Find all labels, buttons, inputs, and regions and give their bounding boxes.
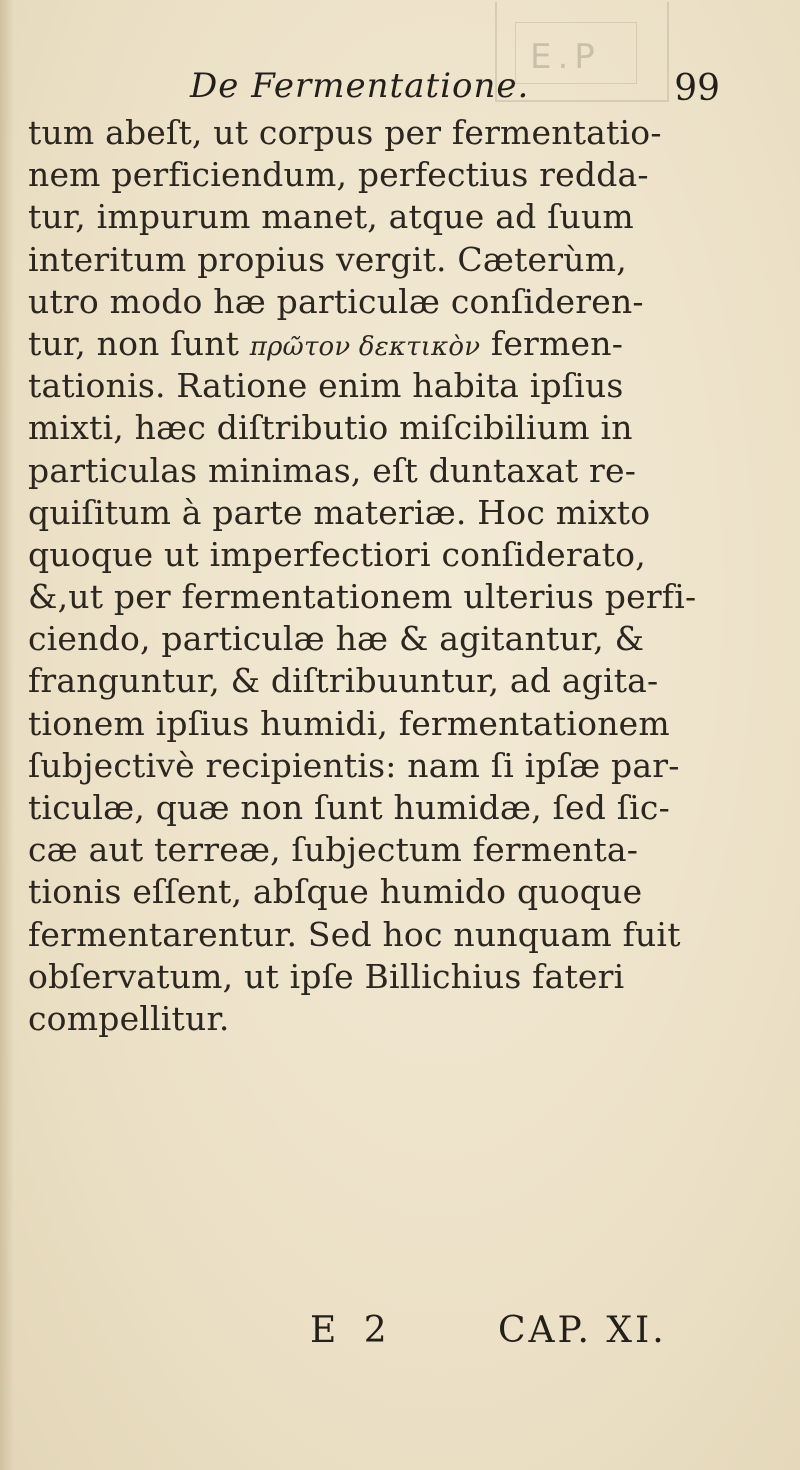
running-title: De Fermentatione. <box>190 66 530 106</box>
library-stamp-text: E.P <box>530 37 601 77</box>
gutter-shadow <box>0 0 14 1470</box>
text-line: quoque ut imperfectiori conſiderato, <box>28 534 646 574</box>
text-line: tum abeſt, ut corpus per fermentatio- <box>28 113 662 152</box>
text-line: &,ut per fermentationem ulterius perfi- <box>28 577 697 617</box>
signature-mark: E 2 <box>310 1310 395 1351</box>
text-line: utro modo hæ particulæ conſideren- <box>28 281 644 321</box>
text-line: tur, impurum manet, atque ad ſuum <box>28 197 634 237</box>
text-line: ticulæ, quæ non ſunt humidæ, ſed ſic- <box>28 788 670 827</box>
text-line-with-greek <box>28 323 798 365</box>
text-line: franguntur, & diſtribuuntur, ad agita- <box>28 661 659 701</box>
text-line: compellitur. <box>28 998 230 1038</box>
text-line: nem perficiendum, perfectius redda- <box>28 155 649 195</box>
text-line: tationis. Ratione enim habita ipſius <box>28 366 624 406</box>
page-footer <box>0 1310 800 1370</box>
page-number: 99 <box>674 68 720 109</box>
text-line: particulas minimas, eſt duntaxat re- <box>28 450 637 490</box>
page-header <box>190 66 720 116</box>
text-line: tionis eſſent, abſque humido quoque <box>28 872 643 912</box>
greek-phrase: πρῶτον δεκτικὸν <box>249 331 481 362</box>
text-line-start: tur, non ſunt <box>28 323 250 363</box>
text-line: mixti, hæc diſtributio miſcibilium in <box>28 408 633 448</box>
text-line: cæ aut terreæ, ſubjectum fermenta- <box>28 830 639 870</box>
text-line: quiſitum à parte materiæ. Hoc mixto <box>28 492 651 532</box>
text-line: interitum propius vergit. Cæterùm, <box>28 239 627 279</box>
catchword: CAP. XI. <box>498 1310 667 1351</box>
text-line: tionem ipſius humidi, fermentationem <box>28 703 670 743</box>
text-line: ſubjectivè recipientis: nam ſi ipſæ par- <box>28 745 680 785</box>
text-line-end: fermen- <box>480 323 624 363</box>
body-text <box>28 112 798 1040</box>
text-line: ciendo, particulæ hæ & agitantur, & <box>28 619 645 659</box>
text-line: obſervatum, ut ipſe Billichius fateri <box>28 956 625 996</box>
text-line: fermentarentur. Sed hoc nunquam fuit <box>28 914 681 954</box>
